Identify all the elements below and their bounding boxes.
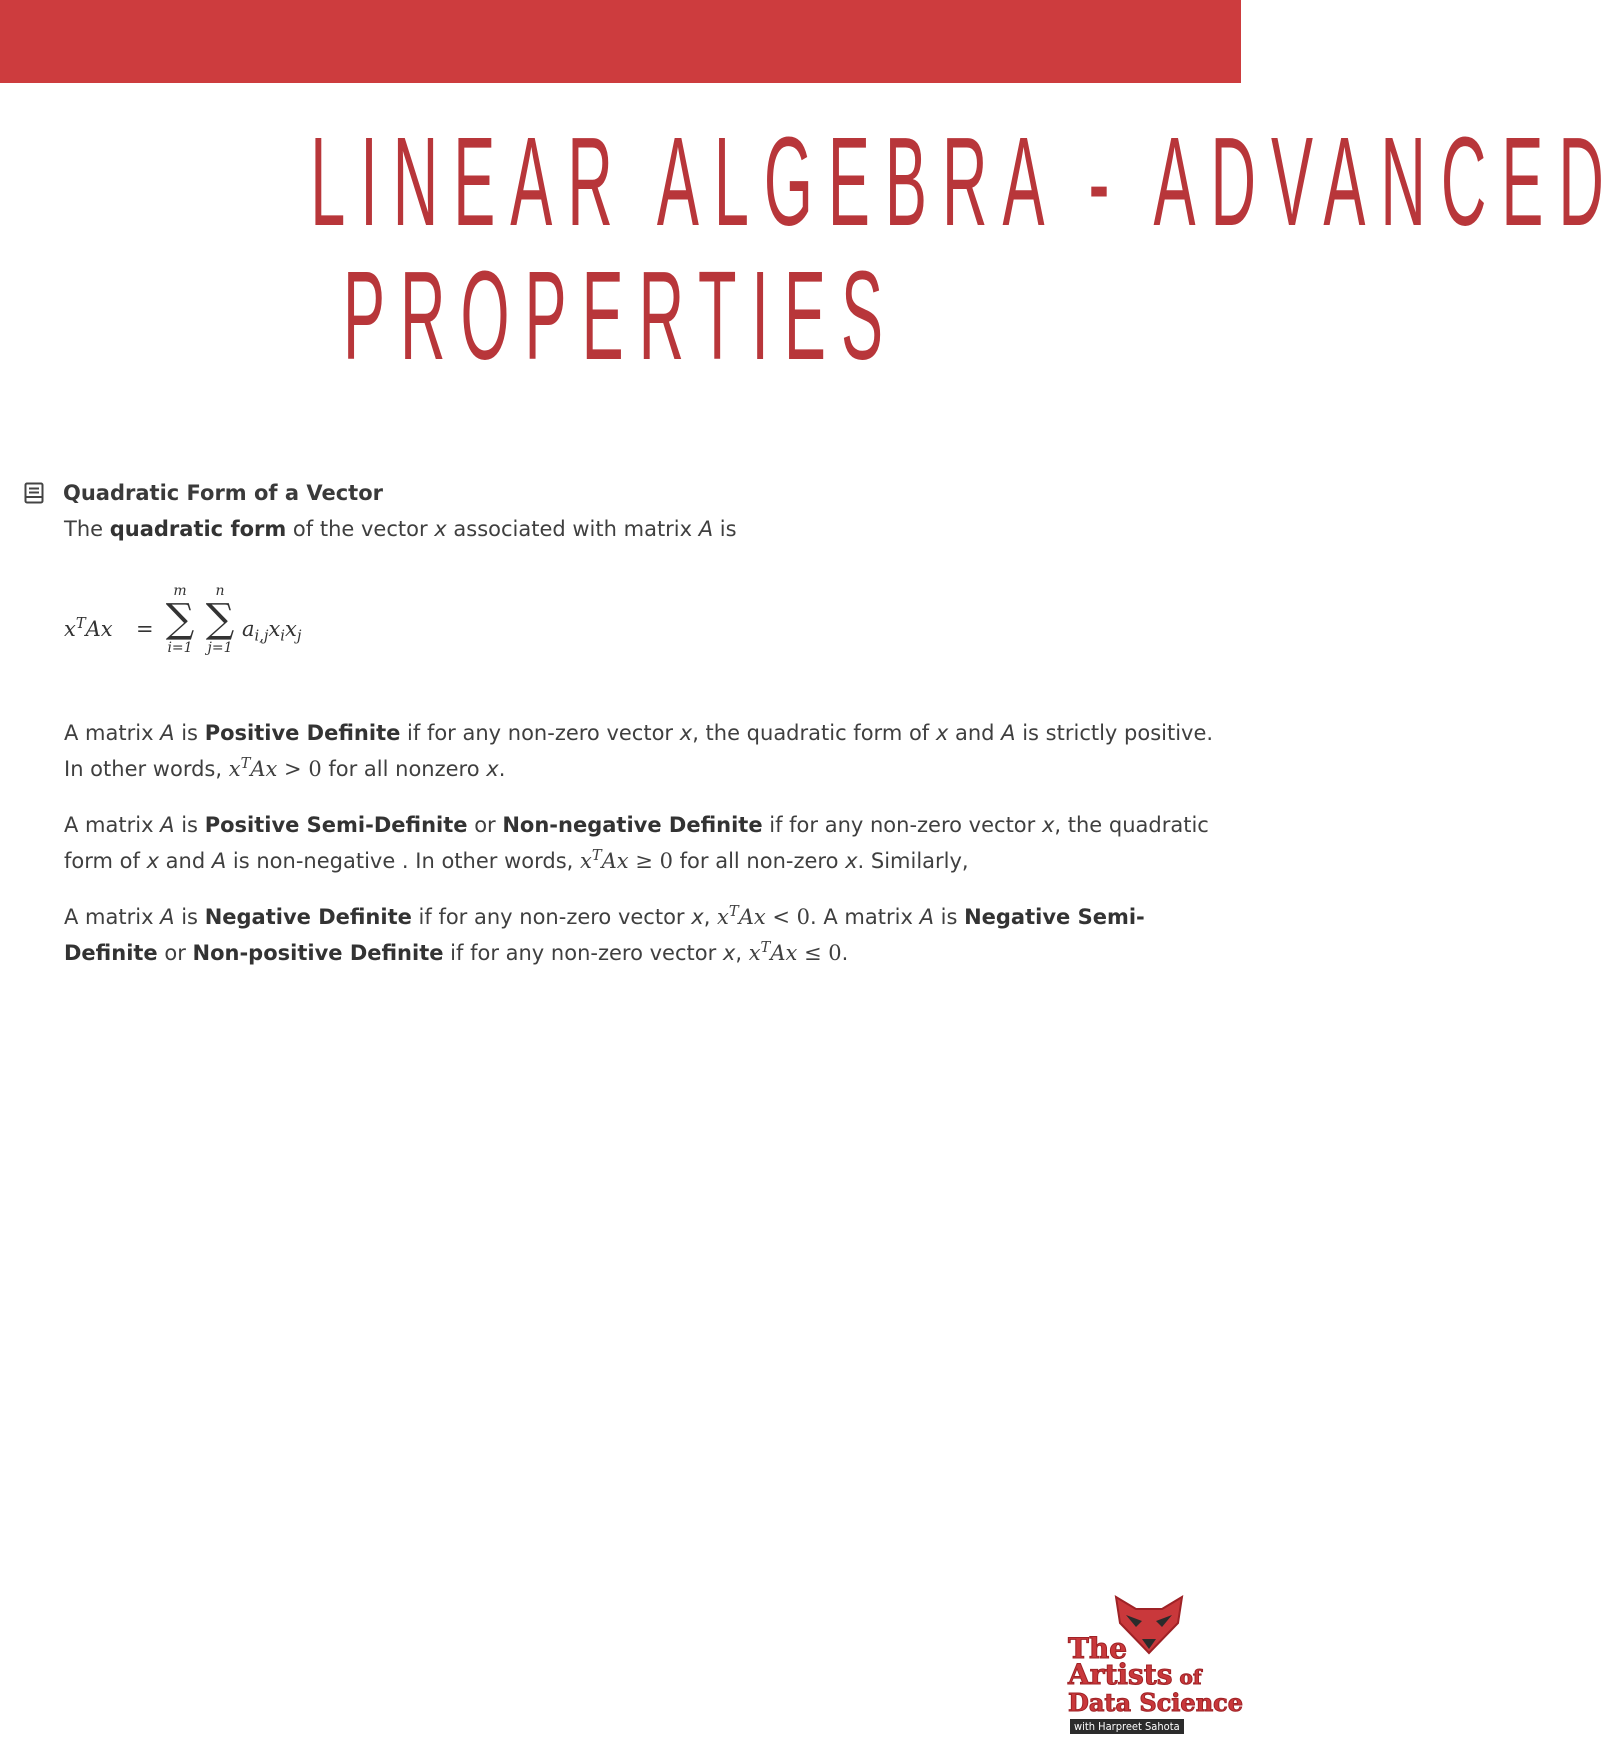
document-icon	[24, 482, 44, 504]
logo-text-the: The	[1068, 1632, 1128, 1665]
logo-text-data-science: Data Science	[1068, 1688, 1244, 1717]
page-title-line-2: PROPERTIES	[343, 245, 898, 386]
quadratic-form-section	[24, 475, 1224, 991]
quadratic-form-formula	[64, 583, 1224, 673]
logo-tagline: with Harpreet Sahota	[1070, 1719, 1184, 1734]
page-title	[310, 111, 1619, 386]
section-header	[24, 475, 1224, 511]
page-title-line-1: LINEAR ALGEBRA - ADVANCED	[310, 111, 1619, 252]
brand-logo	[1060, 1595, 1244, 1740]
formula-equals: =	[136, 617, 154, 641]
sum-over-i: m ∑ i=1	[165, 583, 195, 656]
formula-term: $a_{i,j}x_ix_j$	[242, 617, 302, 645]
positive-definite-paragraph: A matrix A is Positive Definite if for any non-zero vector x, the quadratic form of x and A is strictly positive. In other words, $x^TAx > 0$ for all nonzero x.	[64, 721, 1214, 781]
formula-lhs: $x^TAx$	[64, 614, 113, 641]
negative-definite-paragraph: A matrix A is Negative Definite if for any non-zero vector x, $x^TAx < 0$. A matrix A is Negative Semi-Definite or Non-positive Definite if for any non-zero vector x, $x^TAx \le 0$.	[64, 902, 1145, 965]
positive-semi-definite-paragraph: A matrix A is Positive Semi-Definite or Non-negative Definite if for any non-zero vector x, the quadratic form of x and A is non-negative . In other words, $x^TAx \ge 0$ for all non-zero x. Similarly,	[64, 813, 1209, 873]
sum-over-j: n ∑ j=1	[205, 583, 235, 656]
section-title: Quadratic Form of a Vector	[63, 481, 383, 505]
top-banner	[0, 0, 1241, 83]
section-content	[64, 511, 1224, 971]
logo-text-artists: Artists of	[1068, 1658, 1202, 1691]
intro-text: The quadratic form of the vector x associated with matrix A is	[64, 517, 737, 541]
